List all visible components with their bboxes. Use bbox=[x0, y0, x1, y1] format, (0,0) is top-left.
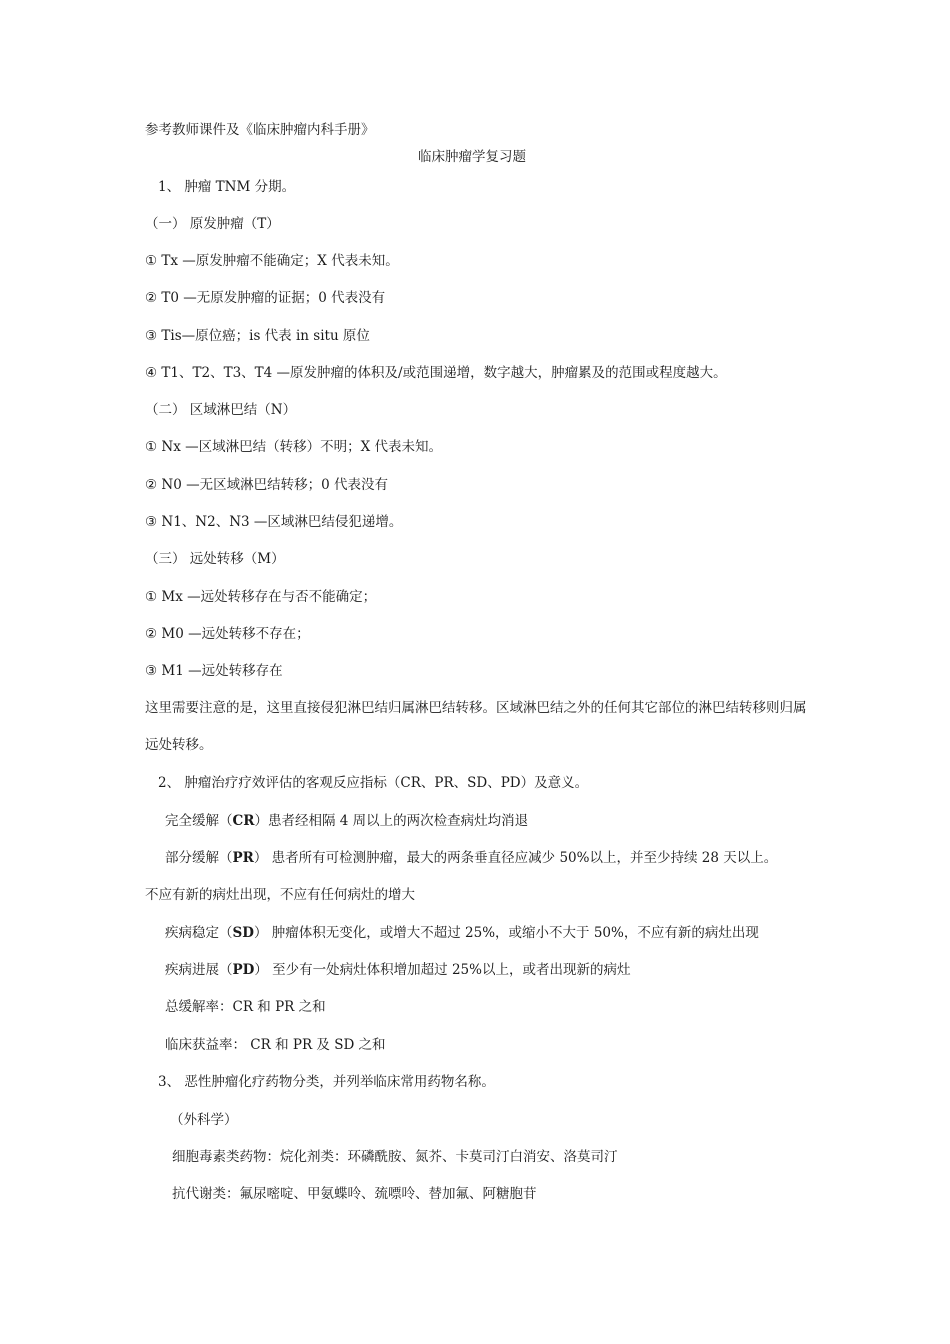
clinical-benefit-rate: 临床获益率： CR 和 PR 及 SD 之和 bbox=[165, 1037, 386, 1053]
t-item-2: ② T0 —无原发肿瘤的证据；0 代表没有 bbox=[145, 290, 386, 306]
n-section-heading: （二） 区域淋巴结（N） bbox=[145, 402, 297, 418]
document-title: 临床肿瘤学复习题 bbox=[418, 149, 526, 165]
n-item-1: ① Nx —区域淋巴结（转移）不明；X 代表未知。 bbox=[145, 439, 443, 455]
overall-response-rate: 总缓解率：CR 和 PR 之和 bbox=[165, 999, 326, 1015]
reference-line: 参考教师课件及《临床肿瘤内科手册》 bbox=[145, 122, 375, 138]
pr-text: ） 患者所有可检测肿瘤，最大的两条垂直径应减少 50%以上，并至少持续 28 天以上。 bbox=[253, 850, 778, 866]
sd-abbr: SD bbox=[232, 925, 254, 941]
m-item-1: ① Mx —远处转移存在与否不能确定； bbox=[145, 589, 377, 605]
pr-continuation: 不应有新的病灶出现，不应有任何病灶的增大 bbox=[145, 887, 415, 903]
q3-subheading: （外科学） bbox=[170, 1112, 238, 1128]
antimetabolite-drugs-line: 抗代谢类：氟尿嘧啶、甲氨蝶呤、巯嘌呤、替加氟、阿糖胞苷 bbox=[172, 1186, 537, 1202]
n-item-2: ② N0 —无区域淋巴结转移；0 代表没有 bbox=[145, 477, 388, 493]
pd-definition bbox=[165, 961, 630, 979]
q1-heading: 1、 肿瘤 TNM 分期。 bbox=[158, 179, 296, 195]
m-item-3: ③ M1 —远处转移存在 bbox=[145, 663, 283, 679]
sd-definition bbox=[165, 924, 759, 942]
cr-text: ）患者经相隔 4 周以上的两次检查病灶均消退 bbox=[254, 813, 529, 829]
q2-heading: 2、 肿瘤治疗疗效评估的客观反应指标（CR、PR、SD、PD）及意义。 bbox=[158, 775, 589, 791]
t-item-4: ④ T1、T2、T3、T4 —原发肿瘤的体积及/或范围递增，数字越大，肿瘤累及的范围或程度越大。 bbox=[145, 365, 727, 381]
pd-label: 疾病进展（ bbox=[165, 962, 233, 978]
pd-text: ） 至少有一处病灶体积增加超过 25%以上，或者出现新的病灶 bbox=[254, 962, 631, 978]
pr-definition bbox=[165, 849, 777, 867]
cr-abbr: CR bbox=[232, 813, 255, 829]
q3-heading: 3、 恶性肿瘤化疗药物分类，并列举临床常用药物名称。 bbox=[158, 1074, 495, 1090]
m-section-heading: （三） 远处转移（M） bbox=[145, 551, 285, 567]
staging-note: 这里需要注意的是，这里直接侵犯淋巴结归属淋巴结转移。区域淋巴结之外的任何其它部位的淋巴结转移则归属远处转移。 bbox=[145, 700, 807, 753]
t-item-1: ① Tx —原发肿瘤不能确定；X 代表未知。 bbox=[145, 253, 399, 269]
pr-label: 部分缓解（ bbox=[165, 850, 233, 866]
t-section-heading: （一） 原发肿瘤（T） bbox=[145, 216, 280, 232]
cr-label: 完全缓解（ bbox=[165, 813, 233, 829]
n-item-3: ③ N1、N2、N3 —区域淋巴结侵犯递增。 bbox=[145, 514, 403, 530]
cytotoxic-drugs-line: 细胞毒素类药物：烷化剂类：环磷酰胺、氮芥、卡莫司汀白消安、洛莫司汀 bbox=[172, 1149, 618, 1165]
sd-label: 疾病稳定（ bbox=[165, 925, 233, 941]
t-item-3: ③ Tis—原位癌；is 代表 in situ 原位 bbox=[145, 328, 370, 344]
cr-definition bbox=[165, 812, 528, 830]
pr-abbr: PR bbox=[232, 850, 254, 866]
m-item-2: ② M0 —远处转移不存在； bbox=[145, 626, 310, 642]
sd-text: ） 肿瘤体积无变化，或增大不超过 25%，或缩小不大于 50%，不应有新的病灶出现 bbox=[253, 925, 759, 941]
pd-abbr: PD bbox=[232, 962, 255, 978]
